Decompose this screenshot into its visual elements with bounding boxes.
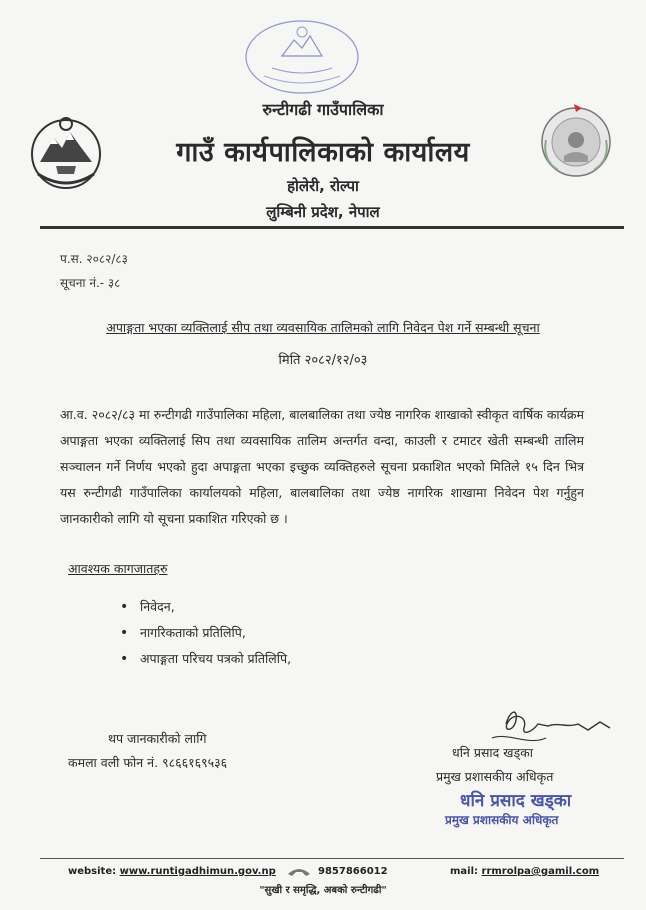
- website-label: website:: [68, 866, 117, 877]
- contact-label: थप जानकारीको लागि: [108, 731, 207, 746]
- stamp-signatory-title: प्रमुख प्रशासकीय अधिकृत: [445, 813, 559, 827]
- header-divider: [40, 226, 624, 229]
- notice-body: आ.व. २०८२/८३ मा रुन्टीगढी गाउँपालिका महिला, बालबालिका तथा ज्येष्ठ नागरिक शाखाको स्वीकृत वार्षिक कार्यक्रम अपाङ्गता भएका व्यक्तिलाई सिप तथा व्यवसायिक तालिम अन्तर्गत वन्दा, काउली र टमाटर खेती सम्बन्धी तालिम सञ्चालन गर्ने निर्णय भएको हुदा अपाङ्गता भएका इच्छुक व्यक्तिहरुले सूचना प्रकाशित भएको मितिले १५ दिन भित्र यस रुन्टीगढी गाउँपालिका कार्यालयको महिला, बालबालिका तथा ज्येष्ठ नागरिक शाखामा निवेदन पेश गर्नुहुन जानकारीको लागि यो सूचना प्रकाशित गरिएको छ ।: [60, 407, 584, 526]
- documents-heading: आवश्यक कागजातहरु: [68, 561, 168, 576]
- stamp-signatory-name: धनि प्रसाद खड्का: [460, 791, 572, 811]
- notice-date: मिति २०८२/१२/०३: [278, 353, 368, 368]
- list-item: • अपाङ्गता परिचय पत्रको प्रतिलिपि,: [120, 646, 291, 672]
- list-item: • नागरिकताको प्रतिलिपि,: [120, 620, 291, 646]
- website-link[interactable]: www.runtigadhimun.gov.np: [119, 866, 276, 877]
- office-title: गाउँ कार्यपालिकाको कार्यालय: [176, 137, 470, 168]
- list-item: • निवेदन,: [120, 594, 291, 620]
- footer-motto: "सुखी र समृद्धि, अबको रुन्टीगढी": [259, 885, 387, 896]
- mail-link[interactable]: rrmrolpa@gamil.com: [481, 866, 600, 877]
- fiscal-year-ref: प.स. २०८२/८३: [60, 252, 128, 266]
- municipality-name: रुन्टीगढी गाउँपालिका: [262, 100, 384, 119]
- footer-website: [68, 866, 276, 877]
- mail-label: mail:: [450, 866, 479, 877]
- notice-subject: [0, 319, 646, 336]
- footer-phone: 9857866012: [318, 866, 388, 877]
- signatory-title: प्रमुख प्रशासकीय अधिकृत: [436, 769, 554, 784]
- office-stamp: [242, 18, 362, 96]
- notice-number: सूचना नं.- ३८: [60, 276, 121, 290]
- phone-icon: [286, 864, 312, 878]
- notice-subject-text: अपाङ्गता भएका व्यक्तिलाई सीप तथा व्यवसायिक तालिमको लागि निवेदन पेश गर्ने सम्बन्धी सूचना: [106, 320, 540, 335]
- office-location: होलेरी, रोल्पा: [287, 177, 359, 195]
- signatory-name: धनि प्रसाद खड्का: [452, 745, 533, 760]
- office-province: लुम्बिनी प्रदेश, नेपाल: [266, 203, 380, 221]
- footer-mail: [450, 866, 599, 877]
- footer-divider: [40, 858, 624, 859]
- documents-list: [120, 594, 291, 672]
- contact-phone: कमला वली फोन नं. ९८६६१६९५३६: [68, 755, 228, 770]
